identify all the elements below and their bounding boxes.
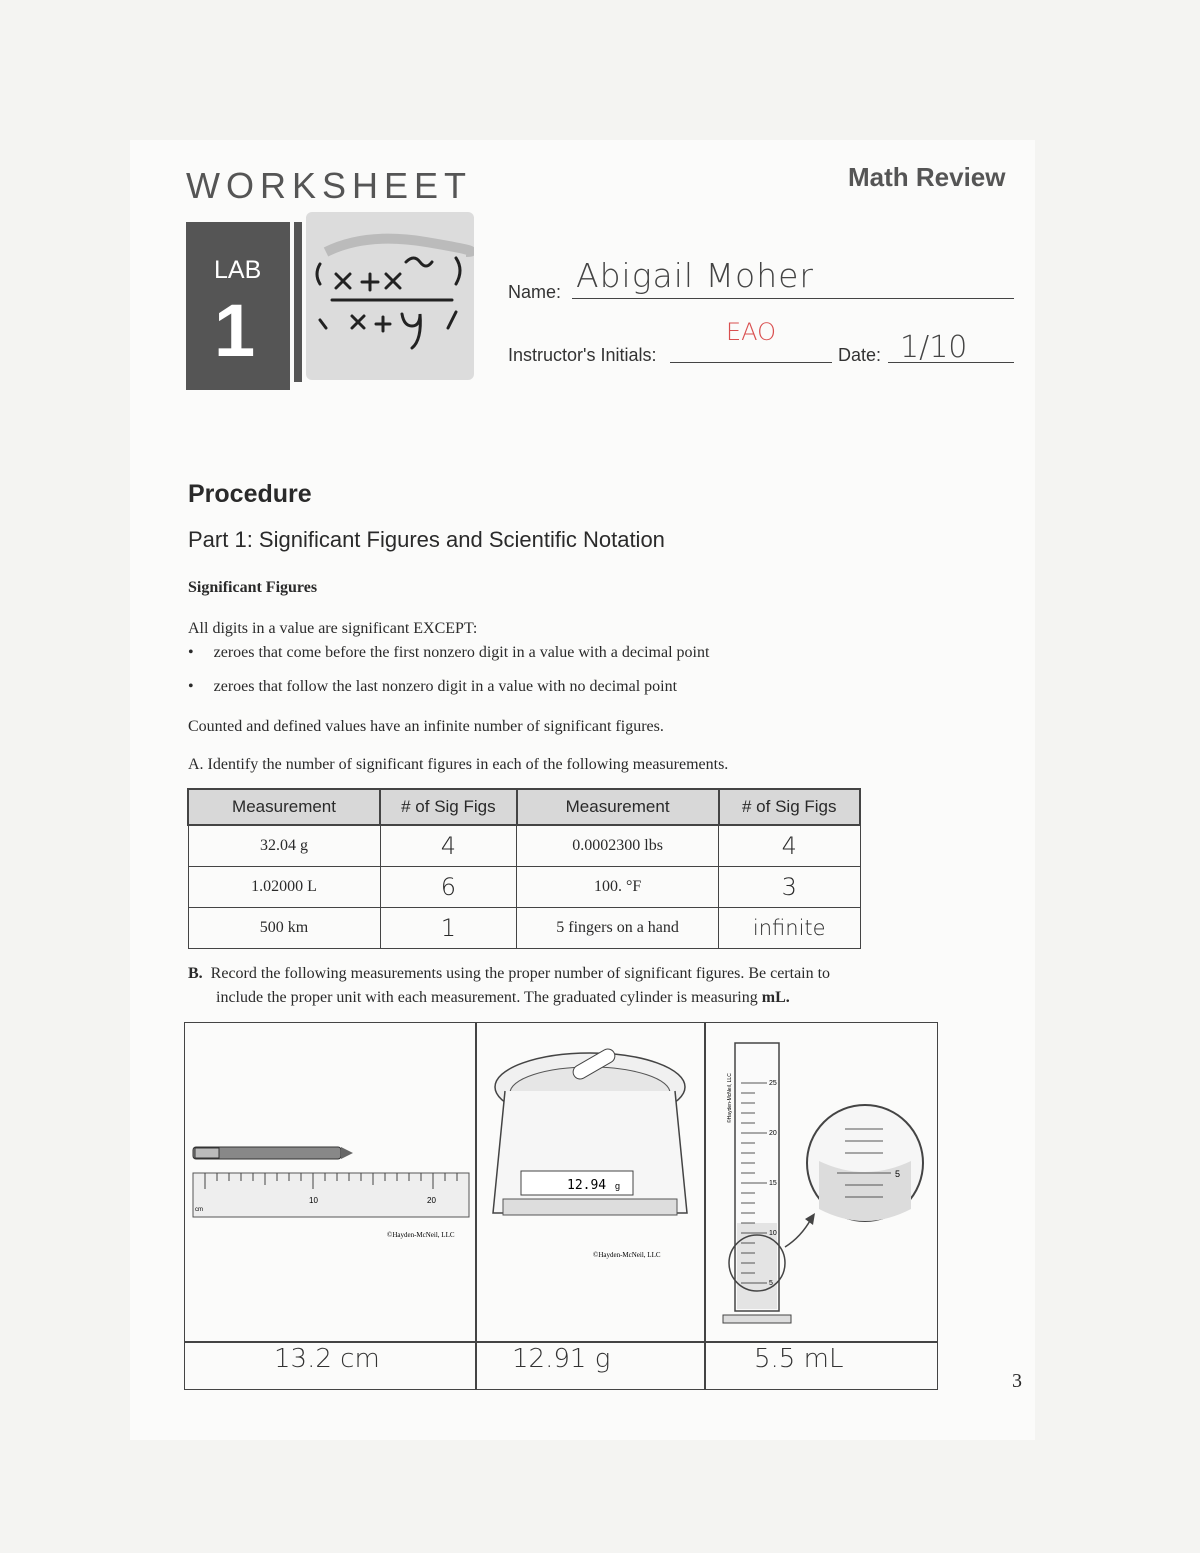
col-measurement-1: Measurement [188,789,380,825]
table-row [188,867,860,908]
answer-cylinder[interactable]: 5.5 mL [754,1344,844,1374]
sigfig-answer[interactable]: 6 [380,867,517,908]
math-formula-image [306,212,474,380]
table-row [188,908,860,949]
ruler-tick-20: 20 [427,1196,436,1205]
balance-copyright: ©Hayden-McNeil, LLC [593,1251,661,1259]
grid-answer-divider [185,1341,937,1343]
measurement-cell: 0.0002300 lbs [517,825,719,867]
sigfig-answer[interactable]: 4 [719,825,861,867]
measurement-grid [184,1022,938,1390]
bullet-1-text: zeroes that come before the first nonzero digit in a value with a decimal point [213,644,710,661]
lab-divider [294,222,302,382]
grid-divider [475,1023,477,1389]
bullet-1: • zeroes that come before the first nonzero digit in a value with a decimal point [188,644,710,661]
date-label: Date: [838,345,882,365]
question-b-line2: include the proper unit with each measurement. The graduated cylinder is measuring [216,989,758,1006]
balance-reading: 12.94 [567,1178,607,1193]
measurement-cell: 100. °F [517,867,719,908]
cyl-mark-25: 25 [769,1080,777,1087]
initials-label: Instructor's Initials: [508,345,657,365]
question-b [188,962,948,1010]
page-number: 3 [1012,1370,1022,1392]
lab-label: LAB [214,256,262,284]
name-line [572,298,1014,299]
col-measurement-2: Measurement [517,789,719,825]
ruler-tick-10: 10 [309,1196,318,1205]
col-sigfigs-1: # of Sig Figs [380,789,517,825]
ruler-figure [191,1133,473,1243]
measurement-cell: 500 km [188,908,380,949]
ruler-unit: cm [195,1207,203,1213]
balance-unit: g [615,1181,621,1191]
counted-note: Counted and defined values have an infinite number of significant figures. [188,718,664,735]
measurement-cell: 32.04 g [188,825,380,867]
initials-value[interactable]: EAO [726,318,777,346]
answer-balance[interactable]: 12.91 g [512,1344,611,1374]
name-label: Name: [508,282,562,302]
cyl-mark-15: 15 [769,1180,777,1187]
sigfig-answer[interactable]: 4 [380,825,517,867]
lab-badge [186,222,290,390]
sigfig-table [187,788,861,949]
cyl-mark-5: 5 [769,1280,773,1287]
col-sigfigs-2: # of Sig Figs [719,789,861,825]
table-header-row [188,789,860,825]
zoom-mark-5: 5 [895,1169,901,1179]
cylinder-copyright: ©Hayden-McNeil, LLC [727,1073,733,1123]
balance-figure [483,1035,697,1295]
pen-icon [193,1147,353,1159]
worksheet-title: WORKSHEET [186,165,473,206]
question-b-letter: B. [188,965,203,982]
part1-heading: Part 1: Significant Figures and Scientific Notation [188,527,665,552]
sigfig-answer[interactable]: 3 [719,867,861,908]
date-value[interactable]: 1/10 [900,330,968,365]
cylinder-figure [715,1033,931,1333]
procedure-heading: Procedure [188,480,312,508]
bullet-2-text: zeroes that follow the last nonzero digit in a value with no decimal point [213,678,678,695]
measurement-cell: 1.02000 L [188,867,380,908]
grid-divider [704,1023,706,1389]
lab-number: 1 [214,289,256,372]
question-b-line1: Record the following measurements using the proper number of significant figures. Be certain to [210,965,831,982]
arrow-icon [805,1213,815,1225]
rule-intro: All digits in a value are significant EXCEPT: [188,620,478,637]
sigfig-answer[interactable]: 1 [380,908,517,949]
topic-title: Math Review [848,162,1006,192]
measurement-cell: 5 fingers on a hand [517,908,719,949]
sigfig-answer[interactable]: infinite [719,908,861,949]
sigfig-subheading: Significant Figures [188,579,318,596]
name-value[interactable]: Abigail Moher [576,256,814,295]
table-row [188,825,860,867]
cyl-mark-10: 10 [769,1230,777,1237]
bullet-2: • zeroes that follow the last nonzero digit in a value with no decimal point [188,678,678,695]
question-a: A. Identify the number of significant figures in each of the following measurements. [188,756,729,773]
cyl-mark-20: 20 [769,1130,777,1137]
question-b-unit: mL. [761,989,790,1006]
answer-ruler[interactable]: 13.2 cm [274,1344,380,1374]
initials-line [670,362,832,363]
ruler-copyright: ©Hayden-McNeil, LLC [387,1231,455,1239]
